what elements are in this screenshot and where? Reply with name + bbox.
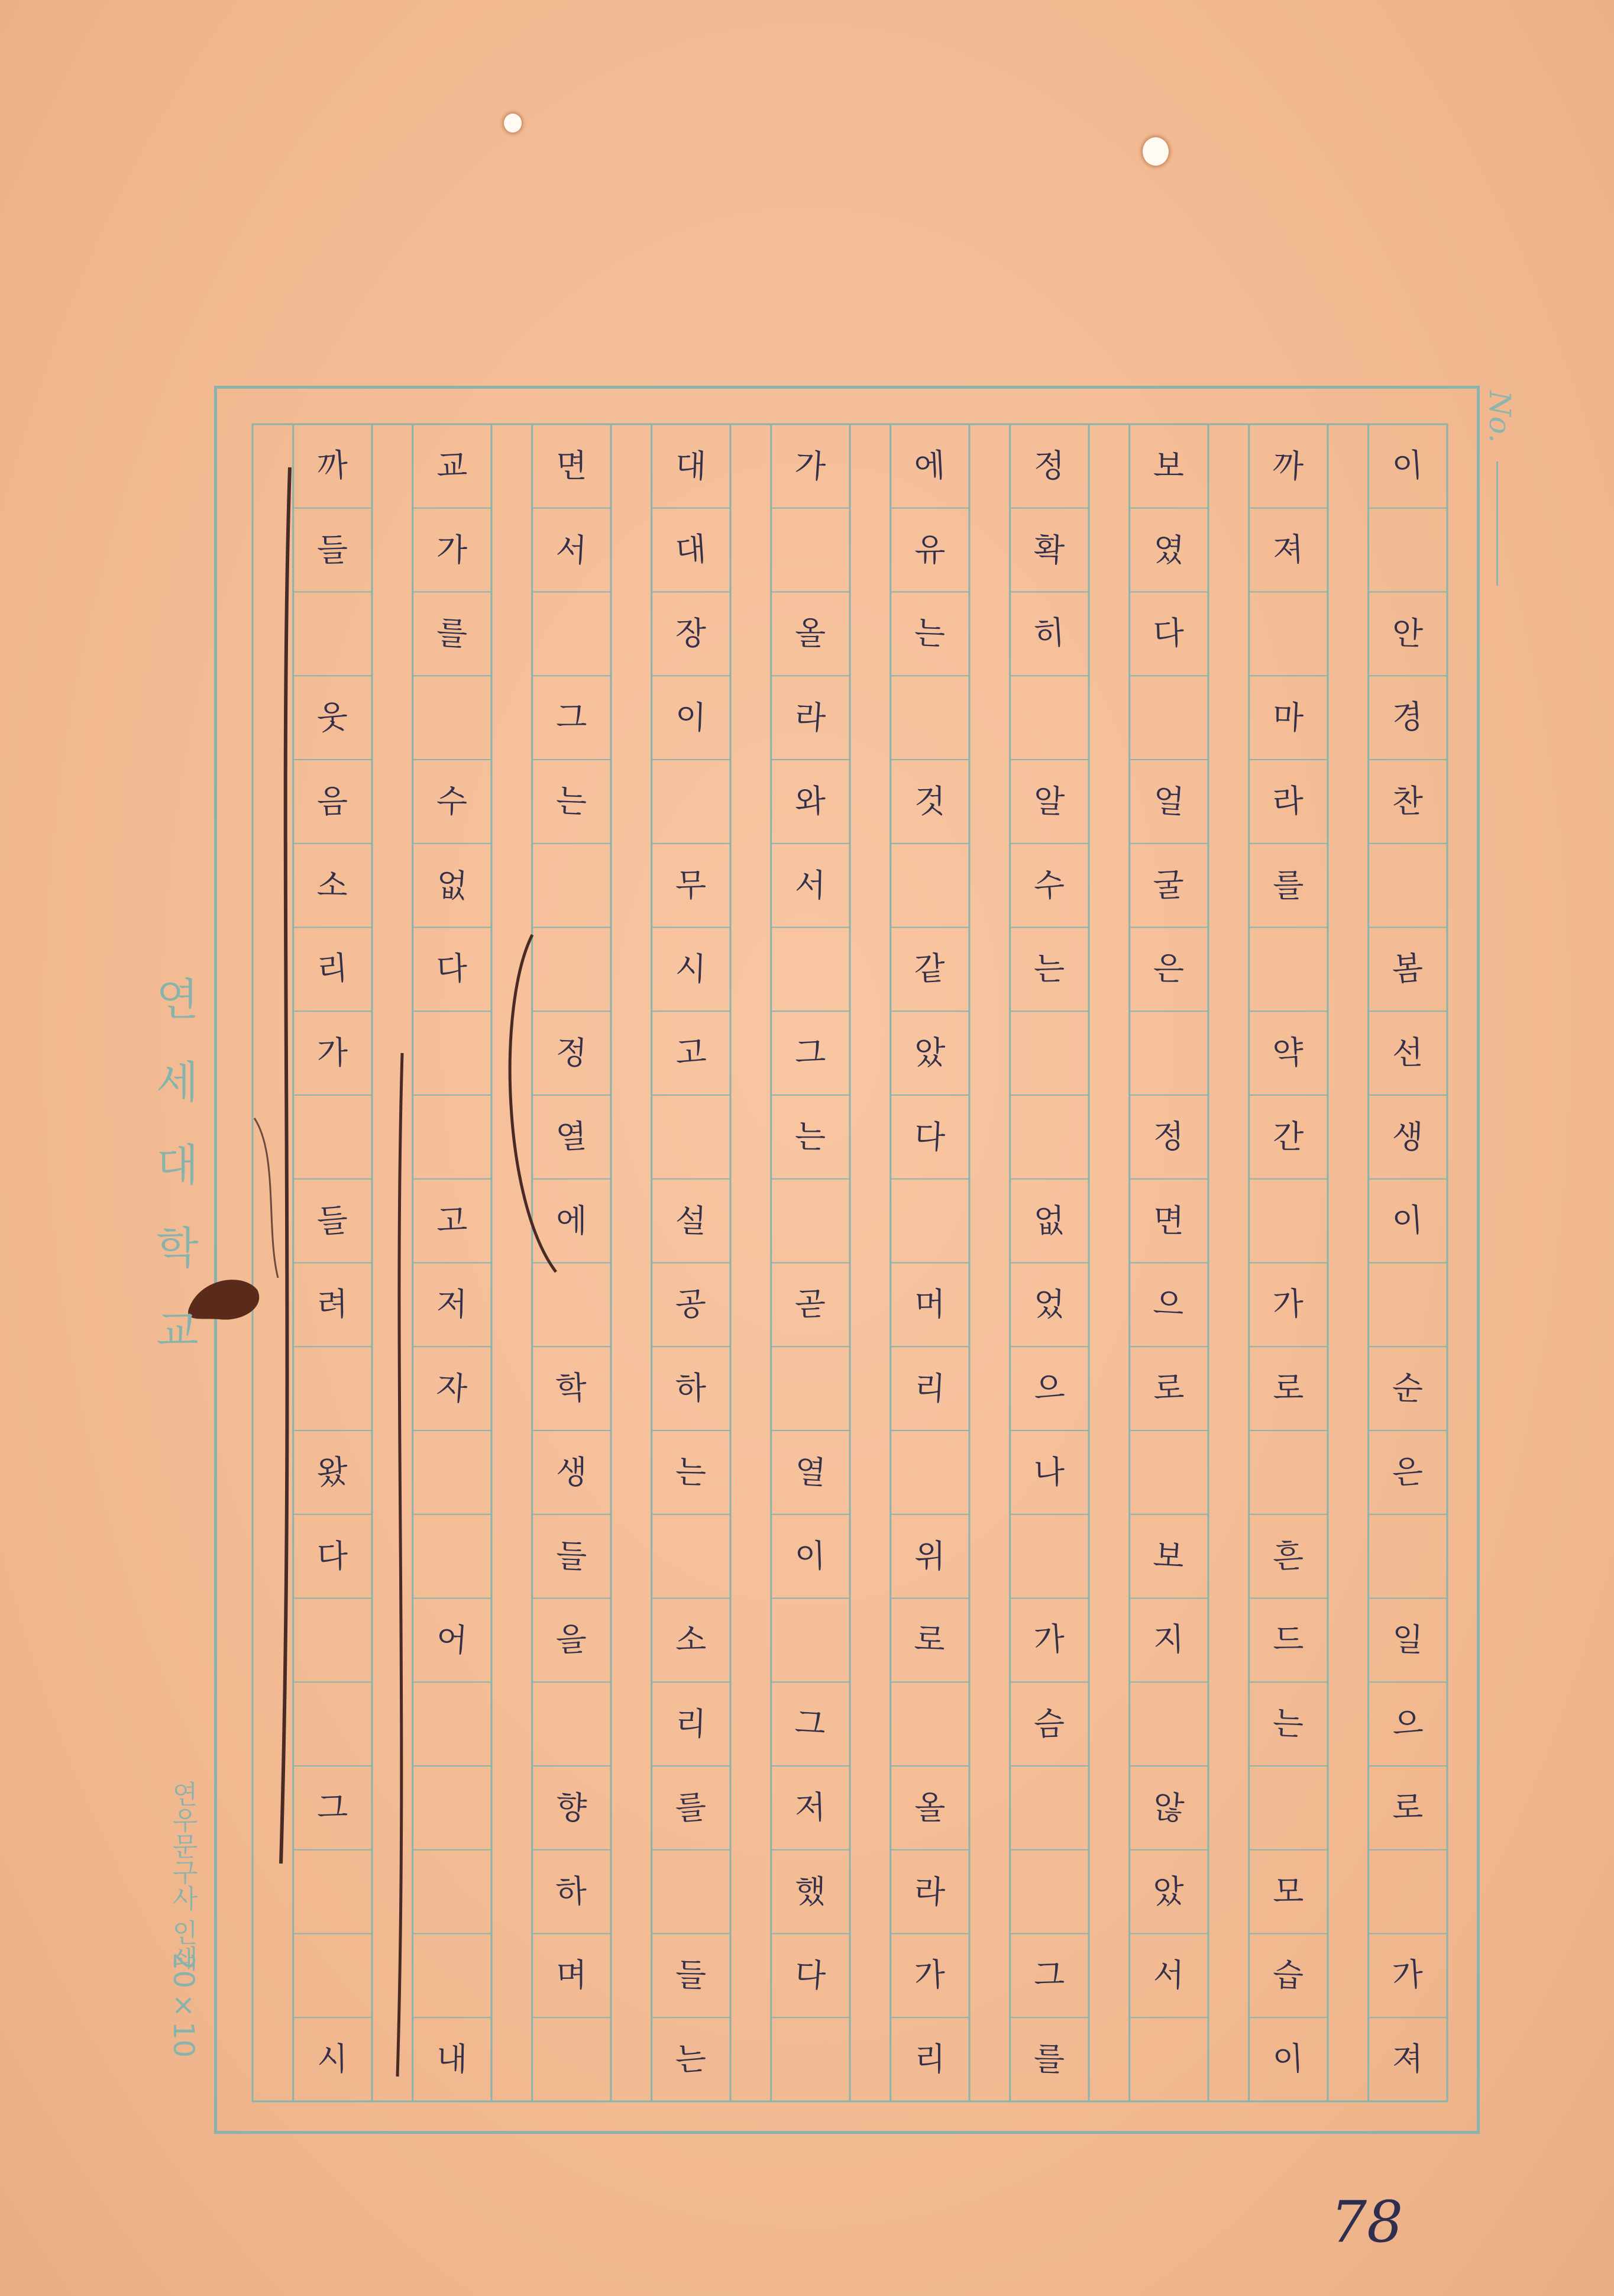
manuscript-char: 를 xyxy=(435,613,469,654)
manuscript-char: 생 xyxy=(1392,1117,1424,1156)
manuscript-char: 가 xyxy=(436,531,468,569)
manuscript-char: 로 xyxy=(1273,1370,1304,1407)
manuscript-char: 것 xyxy=(914,782,946,820)
manuscript-char: 유 xyxy=(914,531,946,569)
manuscript-char: 다 xyxy=(1153,614,1185,653)
manuscript-char: 왔 xyxy=(316,1452,350,1492)
manuscript-char: 향 xyxy=(555,1788,588,1827)
manuscript-char: 없 xyxy=(1033,1202,1065,1240)
publisher-char: 교 xyxy=(156,1306,199,1357)
manuscript-char: 라 xyxy=(1272,782,1305,821)
manuscript-char: 로 xyxy=(913,1620,947,1659)
manuscript-char: 무 xyxy=(675,866,707,905)
manuscript-char: 들 xyxy=(316,531,348,569)
manuscript-char: 져 xyxy=(1272,530,1305,569)
manuscript-char: 수 xyxy=(436,782,468,821)
manuscript-char: 이 xyxy=(1272,2039,1305,2079)
manuscript-char: 올 xyxy=(794,614,826,653)
manuscript-char: 생 xyxy=(556,1453,587,1491)
manuscript-char: 가 xyxy=(913,1956,946,1995)
manuscript-char: 가 xyxy=(316,1034,348,1072)
manuscript-char: 가 xyxy=(1391,1955,1425,1995)
page-number: 78 xyxy=(1331,2189,1403,2255)
manuscript-char: 을 xyxy=(555,1620,588,1659)
manuscript-char: 시 xyxy=(675,950,707,989)
manuscript-char: 다 xyxy=(436,950,468,989)
manuscript-char: 위 xyxy=(914,1537,946,1575)
grid-size-label: 20×10 xyxy=(167,1952,200,2058)
manuscript-char: 그 xyxy=(794,1704,827,1743)
publisher-char: 연 xyxy=(156,974,199,1025)
manuscript-char: 이 xyxy=(794,1536,827,1575)
manuscript-char: 까 xyxy=(316,446,350,486)
manuscript-char: 굴 xyxy=(1153,866,1185,905)
manuscript-char: 지 xyxy=(1153,1620,1185,1659)
manuscript-char: 라 xyxy=(913,1872,947,1911)
manuscript-char: 고 xyxy=(436,1201,468,1240)
manuscript-char: 으 xyxy=(1391,1704,1425,1743)
manuscript-char: 공 xyxy=(674,1284,708,1325)
manuscript-char: 그 xyxy=(556,699,587,737)
manuscript-char: 가 xyxy=(794,446,827,486)
manuscript-char: 드 xyxy=(1273,1621,1304,1659)
manuscript-char: 았 xyxy=(1153,1872,1185,1911)
manuscript-char: 에 xyxy=(913,446,946,486)
manuscript-char: 장 xyxy=(675,614,707,653)
manuscript-char: 얼 xyxy=(1152,782,1186,821)
manuscript-char: 없 xyxy=(435,865,469,905)
manuscript-char: 들 xyxy=(675,1956,707,1995)
manuscript-char: 소 xyxy=(675,1620,707,1659)
manuscript-char: 올 xyxy=(914,1788,946,1826)
manuscript-char: 소 xyxy=(316,866,349,905)
manuscript-char: 보 xyxy=(1152,1536,1186,1576)
manuscript-char: 히 xyxy=(1033,613,1066,654)
manuscript-char: 자 xyxy=(435,1368,469,1408)
manuscript-char: 그 xyxy=(1033,1956,1065,1994)
university-name-vertical xyxy=(142,958,213,1373)
manuscript-char: 저 xyxy=(794,1788,827,1827)
manuscript-char: 리 xyxy=(914,2040,946,2078)
manuscript-char: 교 xyxy=(436,446,468,485)
number-label: No. xyxy=(1483,390,1517,443)
manuscript-char: 경 xyxy=(1391,697,1425,737)
manuscript-char: 선 xyxy=(1392,1034,1424,1072)
manuscript-char: 고 xyxy=(674,1033,708,1073)
manuscript-char: 은 xyxy=(1391,1452,1425,1492)
manuscript-char: 는 xyxy=(675,1452,707,1491)
manuscript-char: 까 xyxy=(1272,446,1305,486)
printer-credit: 연우문구사 인쇄 xyxy=(167,1781,198,1971)
manuscript-char: 는 xyxy=(1272,1704,1305,1743)
manuscript-char: 않 xyxy=(1152,1788,1186,1827)
manuscript-char: 습 xyxy=(1272,1956,1305,1995)
manuscript-char: 로 xyxy=(1392,1788,1424,1827)
manuscript-char: 는 xyxy=(794,1118,826,1156)
manuscript-char: 시 xyxy=(316,2040,348,2078)
manuscript-char: 마 xyxy=(1272,697,1305,737)
manuscript-char: 져 xyxy=(1392,2040,1424,2078)
manuscript-char: 으 xyxy=(1152,1284,1186,1325)
manuscript-char: 와 xyxy=(794,782,827,821)
manuscript-char: 들 xyxy=(316,1200,350,1241)
manuscript-char: 를 xyxy=(674,1788,708,1827)
number-underline xyxy=(1496,461,1498,586)
manuscript-char: 로 xyxy=(1153,1369,1185,1408)
manuscript-char: 열 xyxy=(794,1452,827,1492)
manuscript-char: 았 xyxy=(914,1034,946,1072)
manuscript-char: 그 xyxy=(316,1788,348,1827)
manuscript-char: 대 xyxy=(674,529,708,570)
manuscript-char: 이 xyxy=(1391,446,1425,486)
manuscript-char: 를 xyxy=(1273,866,1304,904)
manuscript-char: 보 xyxy=(1153,447,1185,485)
manuscript-char: 다 xyxy=(794,1955,827,1995)
manuscript-char: 를 xyxy=(1033,2040,1066,2079)
manuscript-char: 찬 xyxy=(1392,782,1424,821)
publisher-char: 대 xyxy=(156,1140,199,1191)
manuscript-char: 곧 xyxy=(794,1285,827,1324)
manuscript-char: 들 xyxy=(555,1536,588,1575)
manuscript-char: 흔 xyxy=(1272,1536,1305,1575)
manuscript-char: 봄 xyxy=(1391,949,1425,989)
manuscript-char: 다 xyxy=(316,1537,348,1575)
manuscript-char: 으 xyxy=(1033,1368,1066,1408)
manuscript-char: 대 xyxy=(675,446,707,485)
manuscript-char: 였 xyxy=(1152,529,1186,570)
manuscript-char: 머 xyxy=(914,1286,946,1323)
manuscript-char: 알 xyxy=(1033,782,1066,821)
manuscript-char: 하 xyxy=(675,1369,707,1407)
manuscript-char: 정 xyxy=(1153,1117,1185,1156)
manuscript-char: 리 xyxy=(316,949,350,989)
manuscript-char: 는 xyxy=(913,614,947,653)
manuscript-char: 순 xyxy=(1392,1369,1424,1408)
manuscript-char: 그 xyxy=(794,1034,827,1073)
manuscript-char: 가 xyxy=(1033,1620,1066,1660)
manuscript-char: 열 xyxy=(555,1117,588,1157)
manuscript-grid xyxy=(214,386,1480,2134)
punch-hole xyxy=(504,114,522,133)
manuscript-char: 는 xyxy=(1033,950,1065,988)
manuscript-char: 학 xyxy=(555,1368,588,1408)
manuscript-char: 확 xyxy=(1033,530,1066,569)
manuscript-char: 했 xyxy=(794,1872,826,1911)
manuscript-char: 라 xyxy=(794,697,827,737)
manuscript-char: 설 xyxy=(675,1201,707,1240)
manuscript-char: 같 xyxy=(913,950,946,989)
manuscript-char: 안 xyxy=(1392,614,1424,653)
manuscript-char: 리 xyxy=(913,1368,947,1408)
manuscript-char: 내 xyxy=(436,2040,468,2078)
manuscript-char: 웃 xyxy=(316,697,350,737)
manuscript-char: 약 xyxy=(1272,1033,1305,1073)
manuscript-char: 는 xyxy=(555,782,588,821)
manuscript-char: 음 xyxy=(316,782,348,821)
manuscript-char: 면 xyxy=(556,447,587,485)
manuscript-char: 에 xyxy=(556,1202,587,1239)
manuscript-char: 며 xyxy=(556,1956,587,1994)
manuscript-char: 모 xyxy=(1273,1872,1304,1910)
manuscript-char: 하 xyxy=(555,1872,588,1911)
manuscript-char: 수 xyxy=(1033,865,1066,905)
manuscript-char: 면 xyxy=(1153,1202,1185,1240)
publisher-char: 학 xyxy=(156,1223,199,1274)
manuscript-char: 는 xyxy=(674,2039,708,2079)
manuscript-char: 저 xyxy=(436,1285,468,1323)
punch-hole xyxy=(1143,137,1169,166)
manuscript-char: 슴 xyxy=(1033,1704,1065,1743)
manuscript-char: 간 xyxy=(1273,1118,1304,1155)
manuscript-char: 서 xyxy=(794,866,826,905)
manuscript-char: 려 xyxy=(316,1285,348,1323)
manuscript-char: 서 xyxy=(1153,1956,1185,1994)
manuscript-char: 서 xyxy=(555,530,588,569)
manuscript-char: 다 xyxy=(913,1117,947,1157)
publisher-char: 세 xyxy=(156,1057,199,1108)
manuscript-char: 이 xyxy=(675,698,707,737)
manuscript-char: 정 xyxy=(1033,447,1065,485)
manuscript-char: 리 xyxy=(675,1704,707,1743)
manuscript-char: 은 xyxy=(1153,950,1185,988)
manuscript-char: 가 xyxy=(1272,1285,1305,1324)
manuscript-char: 이 xyxy=(1391,1200,1425,1241)
manuscript-char: 나 xyxy=(1033,1453,1065,1491)
manuscript-char: 었 xyxy=(1033,1285,1066,1324)
manuscript-char: 일 xyxy=(1392,1620,1424,1659)
manuscript-char: 어 xyxy=(435,1620,469,1660)
manuscript-char: 정 xyxy=(555,1033,588,1073)
